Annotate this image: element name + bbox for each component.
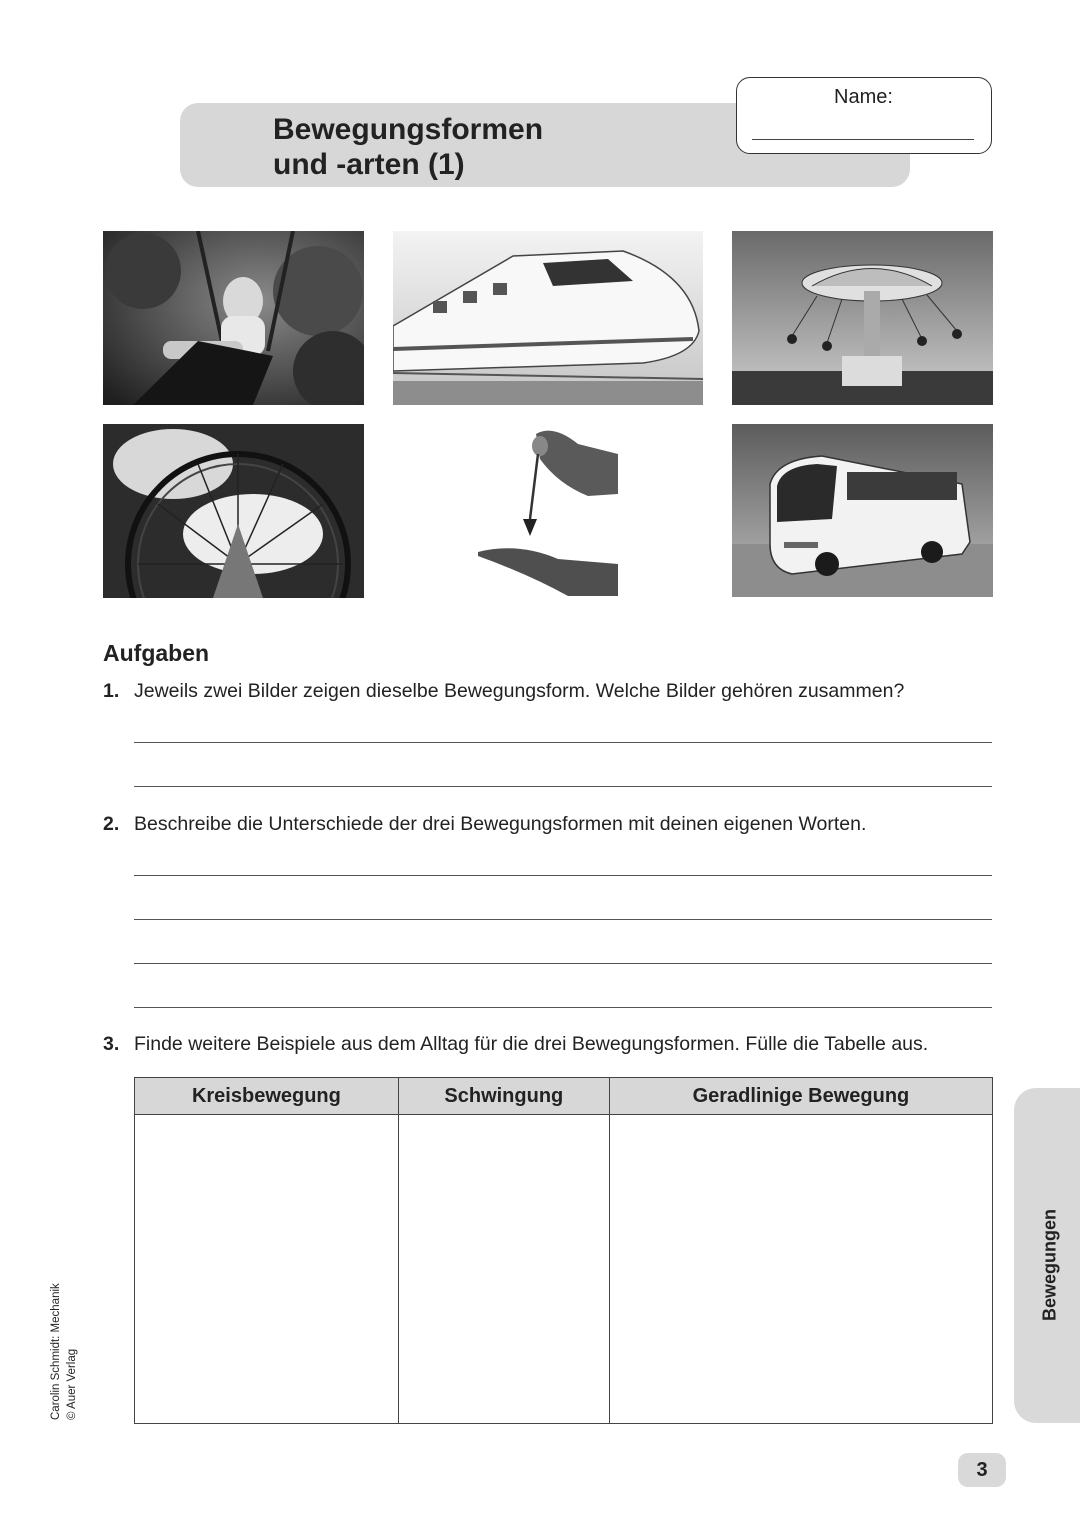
task-3 bbox=[103, 1033, 983, 1057]
answer-line[interactable] bbox=[134, 875, 992, 876]
name-label: Name: bbox=[834, 86, 893, 108]
page-title-line2: und -arten (1) bbox=[273, 148, 465, 181]
answer-line[interactable] bbox=[134, 786, 992, 787]
child-on-swing-photo bbox=[103, 231, 364, 405]
answer-line[interactable] bbox=[134, 919, 992, 920]
table-header-kreisbewegung: Kreisbewegung bbox=[135, 1078, 399, 1115]
table-cell-geradlinige-bewegung[interactable] bbox=[609, 1115, 992, 1424]
name-field[interactable] bbox=[752, 139, 974, 140]
ferris-wheel-photo bbox=[103, 424, 364, 598]
table-cell-schwingung[interactable] bbox=[398, 1115, 609, 1424]
chapter-side-label: Bewegungen bbox=[1039, 1208, 1060, 1322]
page-title bbox=[273, 112, 543, 182]
answer-line[interactable] bbox=[134, 742, 992, 743]
answer-line[interactable] bbox=[134, 1007, 992, 1008]
high-speed-train-photo bbox=[393, 231, 703, 405]
examples-table bbox=[134, 1077, 993, 1424]
task-1 bbox=[103, 680, 983, 704]
chapter-side-label-wrap bbox=[1030, 1210, 1070, 1320]
publisher-credit bbox=[44, 1270, 84, 1430]
task-2-text: Beschreibe die Unterschiede der drei Bewegungsformen mit deinen eigenen Worten. bbox=[134, 813, 867, 835]
coach-bus-photo bbox=[732, 424, 993, 597]
task-2 bbox=[103, 813, 983, 837]
credit-author: Carolin Schmidt: Mechanik bbox=[50, 1283, 62, 1420]
table-header-schwingung: Schwingung bbox=[398, 1078, 609, 1115]
chain-carousel-photo bbox=[732, 231, 993, 405]
table-cell-kreisbewegung[interactable] bbox=[135, 1115, 399, 1424]
answer-line[interactable] bbox=[134, 963, 992, 964]
task-1-text: Jeweils zwei Bilder zeigen dieselbe Bewegungsform. Welche Bilder gehören zusammen? bbox=[134, 680, 905, 702]
task-1-number: 1. bbox=[103, 680, 120, 702]
tasks-heading: Aufgaben bbox=[103, 640, 210, 666]
task-2-number: 2. bbox=[103, 813, 120, 835]
page-title-line1: Bewegungsformen bbox=[273, 113, 544, 146]
table-header-geradlinige-bewegung: Geradlinige Bewegung bbox=[609, 1078, 992, 1115]
credit-publisher: © Auer Verlag bbox=[66, 1348, 78, 1420]
task-3-number: 3. bbox=[103, 1033, 120, 1055]
page-number: 3 bbox=[958, 1453, 1006, 1487]
pendulum-in-hand-photo bbox=[478, 424, 618, 596]
task-3-text: Finde weitere Beispiele aus dem Alltag für die drei Bewegungsformen. Fülle die Tabelle aus. bbox=[134, 1033, 929, 1055]
